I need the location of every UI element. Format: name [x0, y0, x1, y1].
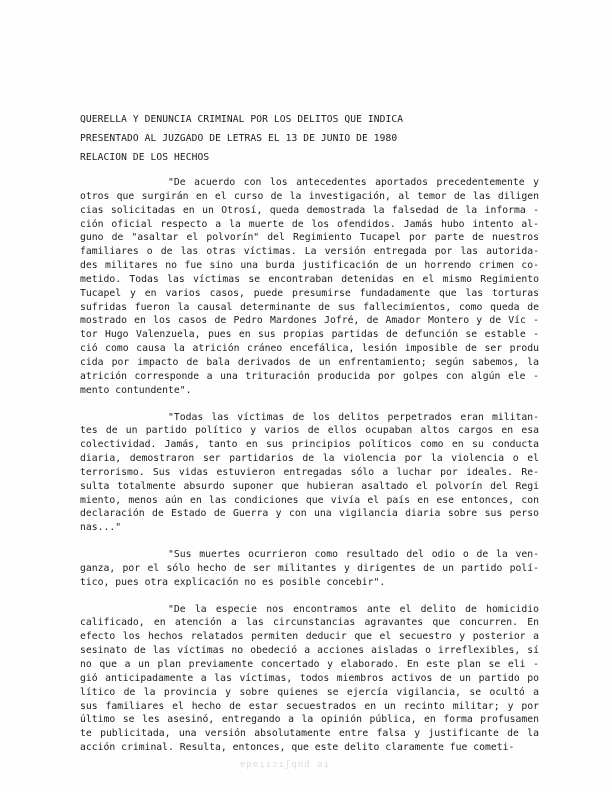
paragraph-line: calificado, en atención a las circunstancias agravantes que concurren. En	[80, 617, 539, 629]
paragraph-line: acción criminal. Resulta, entonces, que este delito claramente fue cometi-	[80, 742, 515, 754]
paragraph	[80, 548, 539, 590]
paragraph-line: último se les asesinó, entregando a la opinión pública, en forma profusamen	[80, 714, 539, 726]
paragraph-line: gió anticipadamente a las víctimas, todos miembros activos de un partido po	[80, 672, 539, 684]
paragraph-line: declaración de Estado de Guerra y con una vigilancia diaria sobre sus perso	[80, 508, 539, 520]
paragraph-line: ganza, por el sólo hecho de ser militantes y dirigentes de un partido polí-	[80, 562, 539, 574]
paragraph-line: miento, menos aún en las condiciones que vivía el país en ese entonces, con	[80, 494, 539, 506]
paragraph-line: efecto los hechos relatados permiten deducir que el secuestro y posterior a	[80, 631, 539, 643]
paragraph-line: mento contundente".	[80, 384, 192, 396]
paragraph-line: "De la especie nos encontramos ante el delito de homicidio	[168, 603, 539, 615]
paragraph-line: nas..."	[80, 522, 122, 534]
paragraph-line: sus familiares el hecho de estar secuestrados en un recinto militar; y por	[80, 700, 539, 712]
heading-date: PRESENTADO AL JUZGADO DE LETRAS EL 13 DE JUNIO DE 1980	[80, 133, 398, 144]
paragraph-line: des militares no fue sino una burda justificación de un horrendo crimen co-	[80, 260, 539, 272]
paragraph-line: ción oficial respecto a la muerte de los ofendidos. Jamás hubo intento al-	[80, 218, 539, 230]
paragraph-line: familiares o de las otras víctimas. La versión entregada por las autorida-	[80, 246, 539, 258]
paragraph-line: sufridas fueron la causal determinante de sus fallecimientos, como queda de	[80, 301, 539, 313]
paragraph-line: Tucapel y en varios casos, puede presumirse fundadamente que las torturas	[80, 287, 539, 299]
heading-section: RELACION DE LOS HECHOS	[80, 152, 210, 163]
paragraph-line: mostrado en los casos de Pedro Mardones Jofré, de Amador Montero y de Víc -	[80, 315, 539, 327]
paragraph-line: colectividad. Jamás, tanto en sus principios políticos como en su conducta	[80, 439, 539, 451]
document-heading	[80, 110, 540, 167]
paragraph	[80, 176, 539, 398]
paragraph-line: "Todas las víctimas de los delitos perpetrados eran militan-	[168, 411, 539, 423]
paragraph	[80, 603, 539, 755]
paragraph-line: cida por impacto de bala derivados de un enfrentamiento; según sabemos, la	[80, 356, 539, 368]
paragraph-line: lítico de la provincia y sobre quienes se ejercía vigilancia, se ocultó a	[80, 686, 539, 698]
heading-title: QUERELLA Y DENUNCIA CRIMINAL POR LOS DELITOS QUE INDICA	[80, 114, 404, 125]
paragraph-line: diaria, demostraron ser partidarios de la violencia por la violencia o el	[80, 453, 539, 465]
paragraph-line: te publicitada, una versión absolutamente entre falsa y justificante de la	[80, 728, 539, 740]
paragraph-line: guno de "asaltar el polvorín" del Regimiento Tucapel por parte de nuestros	[80, 232, 539, 244]
paragraph-line: atrición corresponde a una trituración producida por golpes con algún ele -	[80, 370, 539, 382]
paragraph-line: cias solicitadas en un Otrosí, queda demostrada la falsedad de la informa -	[80, 204, 539, 216]
paragraph-line: otros que surgirán en el curso de la investigación, al temor de las diligen	[80, 190, 539, 202]
paragraph	[80, 411, 539, 536]
paragraph-line: "De acuerdo con los antecedentes aportados precedentemente y	[168, 177, 539, 188]
paragraph-line: tor Hugo Valenzuela, pues en sus propias partidas de defunción se estable -	[80, 329, 539, 341]
paragraph-line: "Sus muertes ocurrieron como resultado del odio o de la ven-	[168, 549, 539, 561]
paragraph-line: sesinato de las víctimas no obedeció a acciones aisladas o irreflexibles, sí	[80, 645, 539, 657]
bleed-through-text: ɐpɐʇıɔıʃqnd ǝʇ	[240, 760, 330, 770]
document-body	[80, 176, 539, 768]
paragraph-line: tico, pues otra explicación no es posible concebir".	[80, 576, 386, 588]
paragraph-line: no que a un plan previamente concertado y elaborado. En este plan se eli -	[80, 659, 539, 670]
paragraph-line: terrorismo. Sus vidas estuvieron entregadas sólo a luchar por ideales. Re-	[80, 466, 539, 478]
paragraph-line: tes de un partido político y varios de ellos ocupaban altos cargos en esa	[80, 425, 539, 437]
paragraph-line: ció como causa la atrición cráneo encefálica, lesión imposible de ser produ	[80, 343, 539, 355]
paragraph-line: sulta totalmente absurdo suponer que hubieran asaltado el polvorín del Regi	[80, 480, 539, 492]
paragraph-line: metido. Todas las víctimas se encontraban detenidas en el mismo Regimiento	[80, 273, 539, 285]
